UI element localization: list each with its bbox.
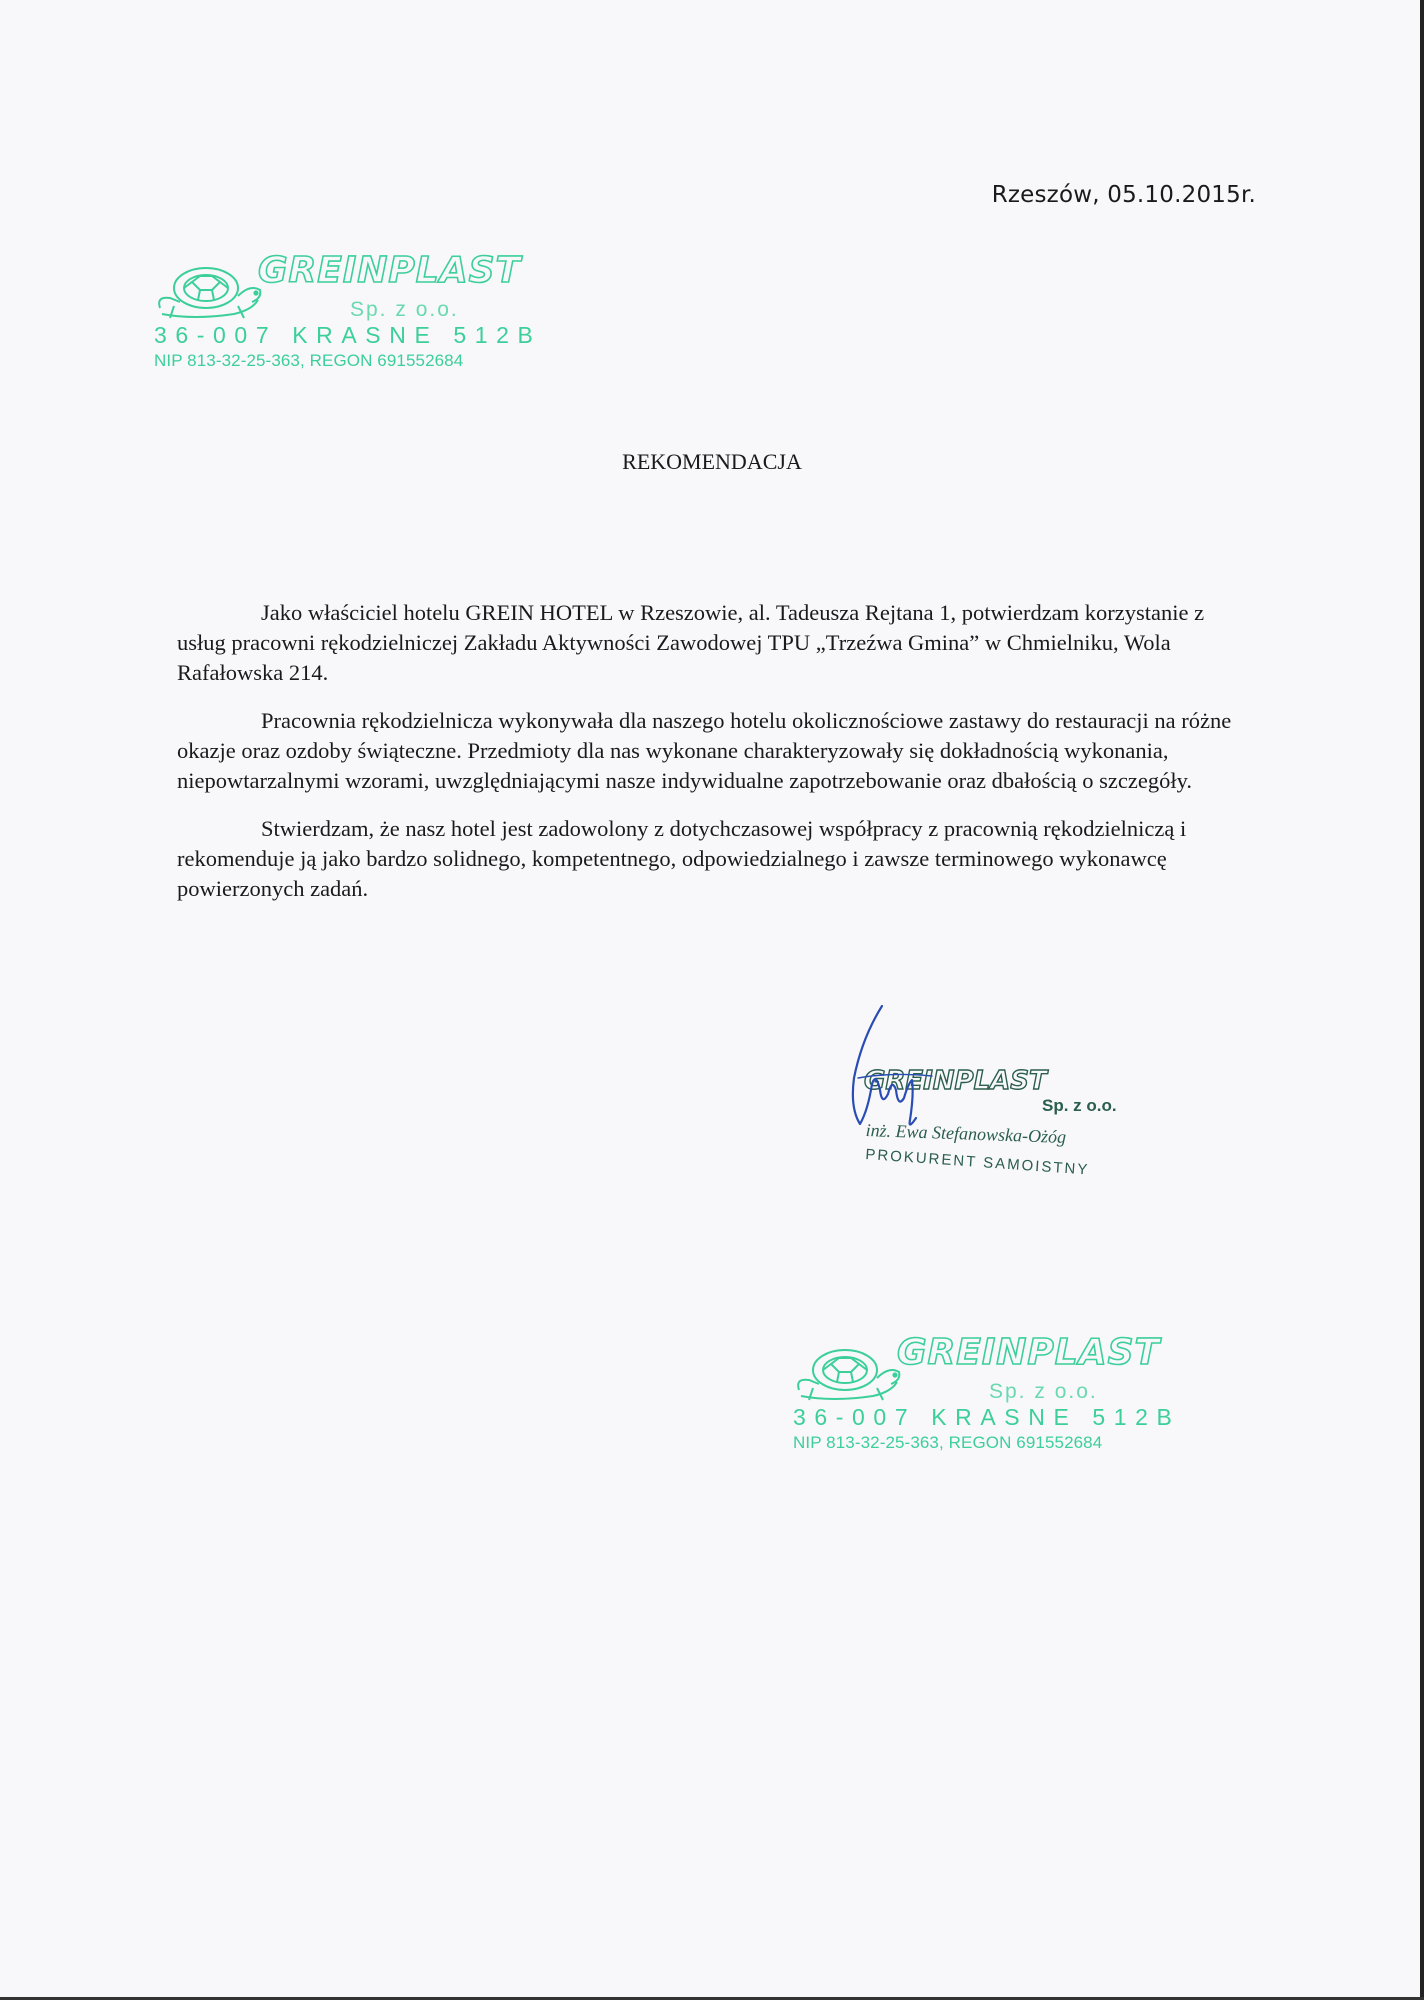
- signatory-role: PROKURENT SAMOISTNY: [864, 1146, 1090, 1179]
- signature-stamp-company-form: Sp. z o.o.: [1042, 1096, 1117, 1115]
- stamp-header: [154, 248, 534, 320]
- stamp-header: [793, 1330, 1173, 1402]
- stamp-brand-name: GREINPLAST: [258, 250, 522, 291]
- signature-block: [832, 998, 1152, 1198]
- letter-body: [177, 598, 1252, 922]
- signatory-name: inż. Ewa Stefanowska-Ożóg: [865, 1120, 1067, 1147]
- company-stamp-top: [154, 248, 542, 371]
- stamp-address: 36-007 KRASNE 512B: [793, 1404, 1181, 1430]
- turtle-logo-icon: [793, 1338, 903, 1406]
- paragraph: Pracownia rękodzielnicza wykonywała dla naszego hotelu okolicznościowe zastawy do restauracji na różne okazje oraz ozdoby świąteczne. Przedmioty dla nas wykonane charakteryzowały się dokładnością wykonania, niepowtarzalnymi wzorami, uwzględniającymi nasze indywidualne zapotrzebowanie oraz dbałością o szczegóły.: [177, 708, 1232, 793]
- paragraph: Stwierdzam, że nasz hotel jest zadowolony z dotychczasowej współpracy z pracownią rękodzielniczą i rekomenduje ją jako bardzo solidnego, kompetentnego, odpowiedzialnego i zawsze terminowego wykonawcę powierzonych zadań.: [177, 816, 1187, 901]
- stamp-brand-name: GREINPLAST: [897, 1332, 1161, 1373]
- stamp-company-form: Sp. z o.o.: [989, 1380, 1098, 1403]
- turtle-logo-icon: [154, 256, 264, 324]
- stamp-nip-regon: NIP 813-32-25-363, REGON 691552684: [793, 1433, 1103, 1452]
- letter-title: REKOMENDACJA: [622, 449, 802, 474]
- stamp-nip-regon: NIP 813-32-25-363, REGON 691552684: [154, 351, 464, 370]
- stamp-company-form: Sp. z o.o.: [350, 298, 459, 321]
- handwritten-signature: [832, 998, 1032, 1148]
- company-stamp-bottom: [793, 1330, 1181, 1453]
- stamp-address: 36-007 KRASNE 512B: [154, 322, 542, 348]
- scan-edge-right: [1420, 0, 1424, 2000]
- letter-date: Rzeszów, 05.10.2015r.: [991, 182, 1256, 208]
- paragraph: Jako właściciel hotelu GREIN HOTEL w Rzeszowie, al. Tadeusza Rejtana 1, potwierdzam korzystanie z usług pracowni rękodzielniczej Zakładu Aktywności Zawodowej TPU „Trzeźwa Gmina” w Chmielniku, Wola Rafałowska 214.: [177, 600, 1205, 685]
- signature-stamp-brand: GREINPLAST: [864, 1066, 1047, 1096]
